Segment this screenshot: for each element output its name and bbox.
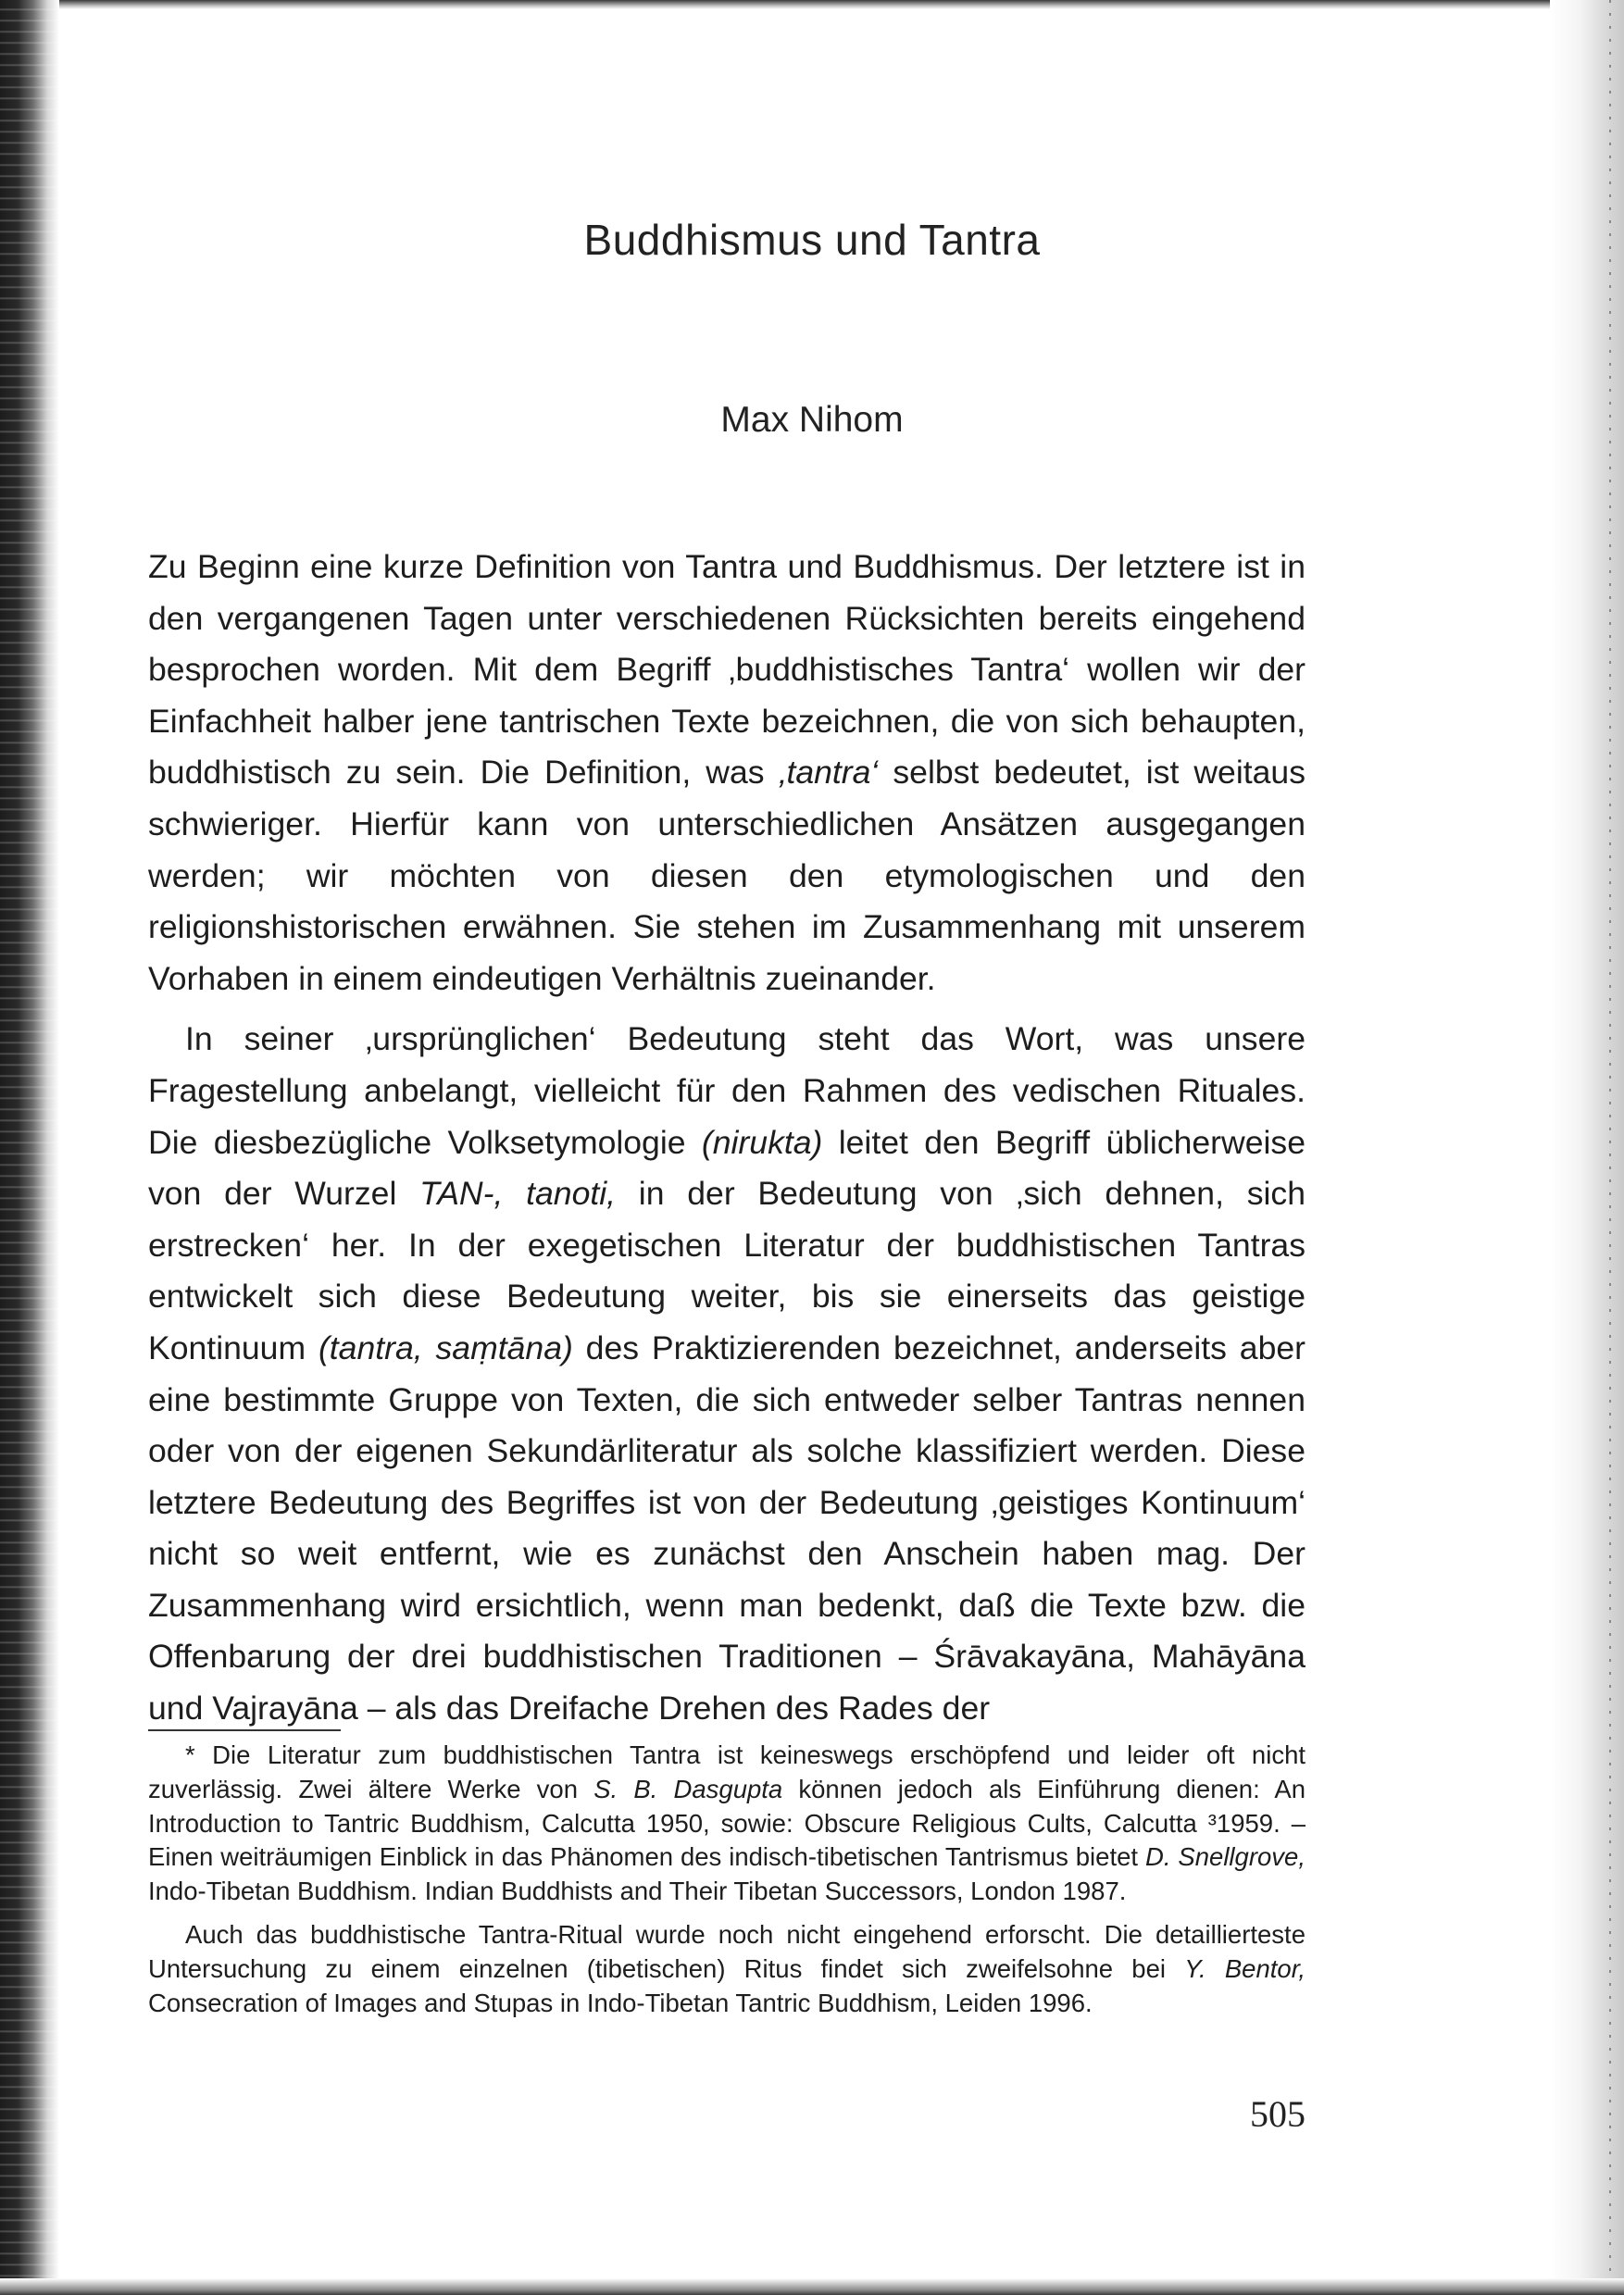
body-paragraph	[148, 1014, 1305, 1734]
italic-run: Y. Bentor,	[1184, 1953, 1305, 1983]
scan-edge-top	[0, 0, 1624, 9]
italic-run: S. B. Dasgupta	[593, 1774, 783, 1803]
text-run: Auch das buddhistische Tantra-Ritual wurde noch nicht eingehend erforscht. Die detaillierteste Untersuchung zu einem einzelnen (tibetischen) Ritus findet sich zweifelsohne bei	[148, 1919, 1305, 1983]
text-run: Indo-Tibetan Buddhism. Indian Buddhists and Their Tibetan Successors, London 1987.	[148, 1877, 1127, 1906]
footnote-paragraph	[148, 1739, 1305, 1909]
italic-run: (tantra, saṃtāna)	[318, 1328, 573, 1366]
italic-run: ‚tantra‘	[779, 754, 879, 792]
text-run: leitet den Begriff üblicherweise von der Wurzel	[148, 1123, 1305, 1213]
footnote-paragraph	[148, 1918, 1305, 2020]
text-run: selbst bedeutet, ist weitaus schwieriger. Hierfür kann von unterschiedlichen Ansätzen ausgegangen werden; wir möchten von diesen den etymologischen und den religionshistorischen erwähnen. Sie stehen im Zusammenhang mit unserem Vorhaben in einem eindeutigen Verhältnis zueinander.	[148, 754, 1305, 997]
footnote-divider	[148, 1729, 341, 1731]
page-number: 505	[1250, 2093, 1305, 2135]
scan-edge-bottom	[0, 2278, 1624, 2295]
text-run: Zu Beginn eine kurze Definition von Tantra und Buddhismus. Der letztere ist in den vergangenen Tagen unter verschiedenen Rücksichten bereits eingehend besprochen worden. Mit dem Begriff ‚buddhistisches Tantra‘ wollen wir der Einfachheit halber jene tantrischen Texte bezeichnen, die von sich behaupten, buddhistisch zu sein. Die Definition, was	[148, 548, 1305, 792]
text-run: In seiner ‚ursprünglichen‘ Bedeutung steht das Wort, was unsere Fragestellung anbelangt, vielleicht für den Rahmen des vedischen Rituales. Die diesbezügliche Volksetymologie	[148, 1020, 1305, 1161]
italic-run: D. Snellgrove,	[1144, 1842, 1305, 1872]
text-run: Consecration of Images and Stupas in Indo-Tibetan Tantric Buddhism, Leiden 1996.	[148, 1988, 1093, 2017]
scan-edge-left	[0, 0, 59, 2295]
italic-run: TAN-, tanoti,	[419, 1175, 617, 1213]
text-run: * Die Literatur zum buddhistischen Tantra ist keineswegs erschöpfend und leider oft nicht zuverlässig. Zwei ältere Werke von	[148, 1740, 1305, 1803]
text-run: können jedoch als Einführung dienen: An Introduction to Tantric Buddhism, Calcutta 1950, sowie: Obscure Religious Cults, Calcutta ³1959. – Einen weiträumigen Einblick in das Phänomen des indisch-tibetischen Tantrismus bietet	[148, 1774, 1306, 1872]
text-run: des Praktizierenden bezeichnet, anderseits aber eine bestimmte Gruppe von Texten, die sich entweder selber Tantras nennen oder von der eigenen Sekundärliteratur als solche klassifiziert werden. Diese letztere Bedeutung des Begriffes ist von der Bedeutung ‚geistiges Kontinuum‘ nicht so weit entfernt, wie es zunächst den Anschein haben mag. Der Zusammenhang wird ersichtlich, wenn man bedenkt, daß die Texte bzw. die Offenbarung der drei buddhistischen Traditionen – Śrāvakayāna, Mahāyāna und Vajrayāna – als das Dreifache Drehen des Rades der	[148, 1328, 1305, 1727]
italic-run: (nirukta)	[701, 1123, 823, 1161]
footnotes	[148, 1739, 1305, 2020]
text-run: in der Bedeutung von ‚sich dehnen, sich erstrecken‘ her. In der exegetischen Literatur der buddhistischen Tantras entwickelt sich diese Bedeutung weiter, bis sie einerseits das geistige Kontinuum	[148, 1175, 1305, 1366]
page-title: Buddhismus und Tantra	[583, 216, 1041, 264]
body-paragraph	[148, 542, 1305, 1004]
scan-edge-right	[1550, 0, 1624, 2295]
author-name: Max Nihom	[720, 400, 904, 440]
body-text	[148, 542, 1305, 1735]
